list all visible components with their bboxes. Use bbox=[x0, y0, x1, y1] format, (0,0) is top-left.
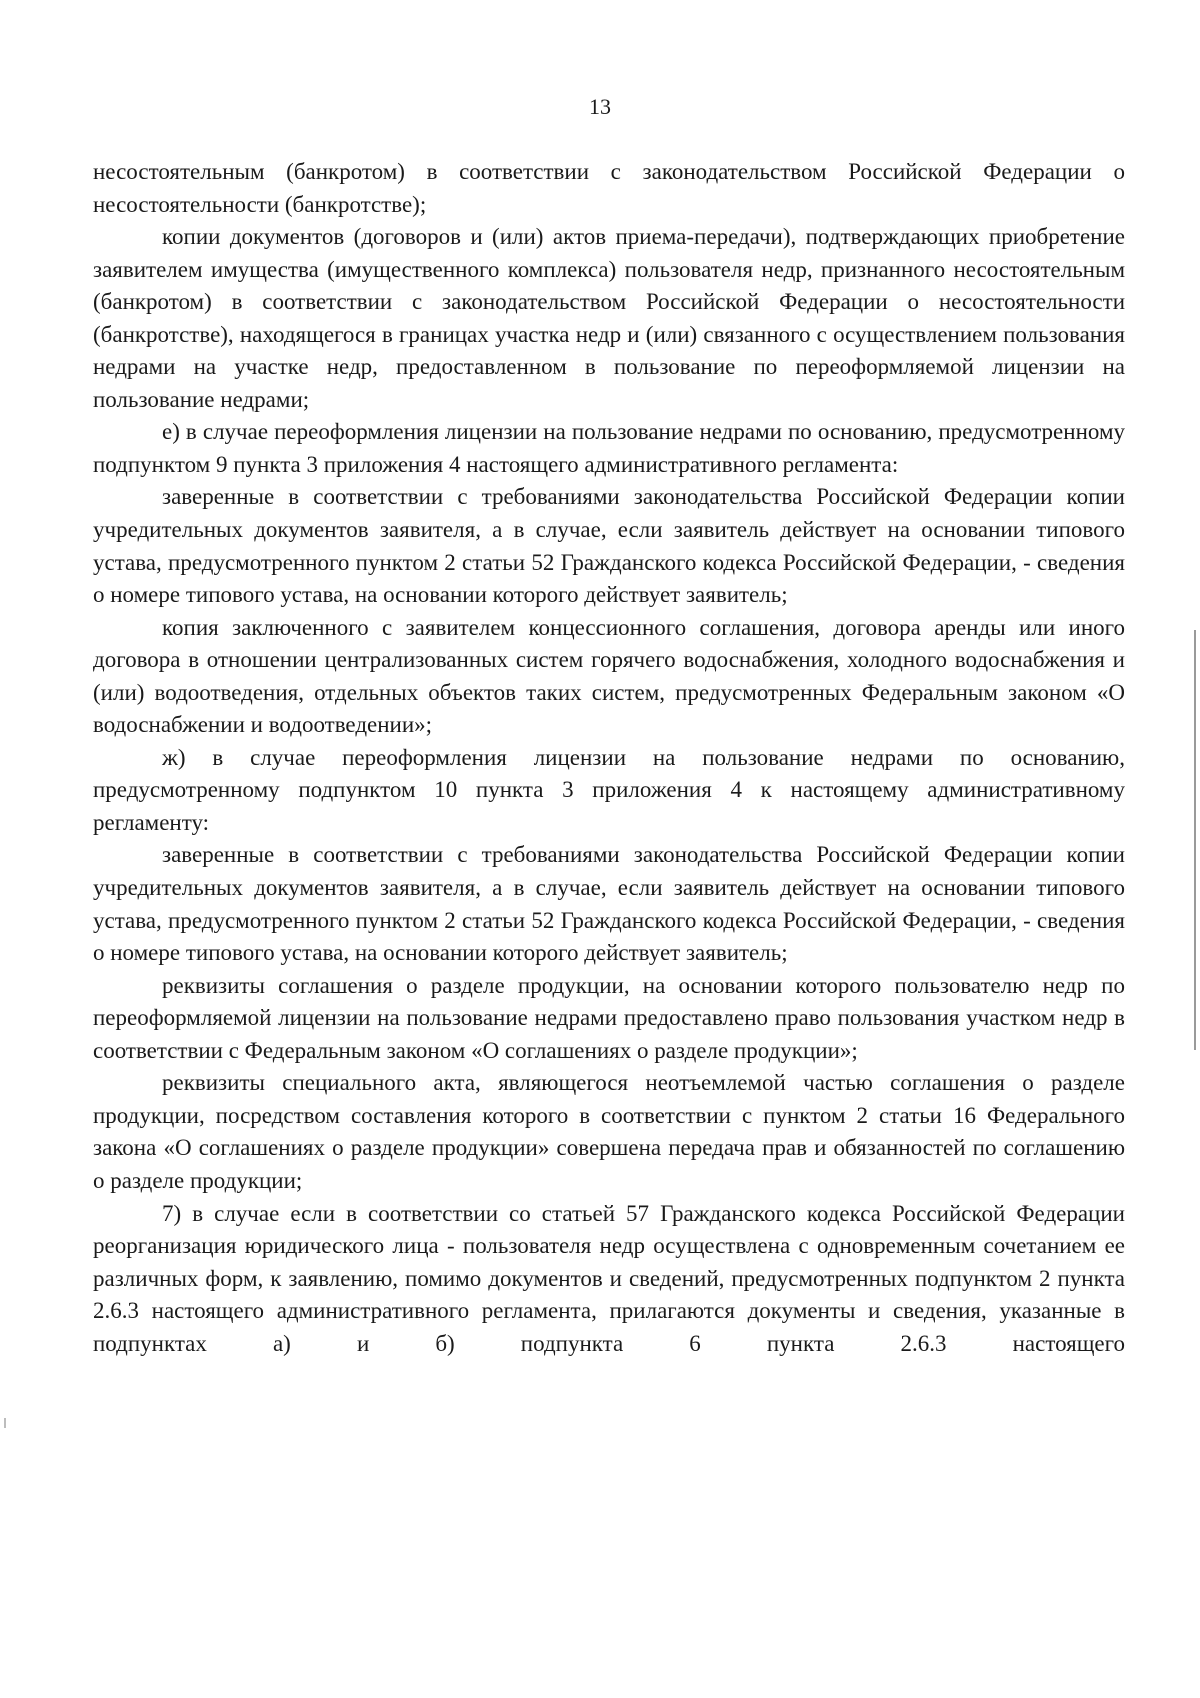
scan-edge-mark bbox=[1194, 630, 1196, 1050]
paragraph-concession-agreement: копия заключенного с заявителем концессионного соглашения, договора аренды или иного договора в отношении централизованных систем горячего водоснабжения, холодного водоснабжения и (или) водоотведения, отдельных объектов таких систем, предусмотренных Федеральным законом «О водоснабжении и водоотведении»; bbox=[93, 614, 1125, 738]
paragraph-item-e: е) в случае переоформления лицензии на пользование недрами по основанию, предусмотренному подпунктом 9 пункта 3 приложения 4 настоящего административного регламента: bbox=[93, 419, 1125, 477]
document-body bbox=[93, 156, 1125, 1360]
paragraph-item-7: 7) в случае если в соответствии со статьей 57 Гражданского кодекса Российской Федерации реорганизация юридического лица - пользователя недр осуществлена с одновременным сочетанием ее различных форм, к заявлению, помимо документов и сведений, предусмотренных подпунктом 2 пункта 2.6.3 настоящего административного регламента, прилагаются документы и сведения, указанные в подпунктах а) и б) подпункта 6 пункта 2.6.3 настоящего bbox=[93, 1200, 1125, 1356]
scan-edge-dot bbox=[4, 1418, 6, 1428]
paragraph-founding-documents-zh: заверенные в соответствии с требованиями законодательства Российской Федерации копии учредительных документов заявителя, а в случае, если заявитель действует на основании типового устава, предусмотренного пунктом 2 статьи 52 Гражданского кодекса Российской Федерации, - сведения о номере типового устава, на основании которого действует заявитель; bbox=[93, 842, 1125, 966]
paragraph-founding-documents-e: заверенные в соответствии с требованиями законодательства Российской Федерации копии учредительных документов заявителя, а в случае, если заявитель действует на основании типового устава, предусмотренного пунктом 2 статьи 52 Гражданского кодекса Российской Федерации, - сведения о номере типового устава, на основании которого действует заявитель; bbox=[93, 484, 1125, 608]
paragraph-continuation: несостоятельным (банкротом) в соответствии с законодательством Российской Федерации о несостоятельности (банкротстве); bbox=[93, 159, 1125, 217]
paragraph-transfer-documents: копии документов (договоров и (или) актов приема-передачи), подтверждающих приобретение заявителем имущества (имущественного комплекса) пользователя недр, признанного несостоятельным (банкротом) в соответствии с законодательством Российской Федерации о несостоятельности (банкротстве), находящегося в границах участка недр и (или) связанного с осуществлением пользования недрами на участке недр, предоставленном в пользование по переоформляемой лицензии на пользование недрами; bbox=[93, 224, 1125, 412]
page-number: 13 bbox=[589, 94, 611, 119]
paragraph-special-act-details: реквизиты специального акта, являющегося неотъемлемой частью соглашения о разделе продукции, посредством составления которого в соответствии с пунктом 2 статьи 16 Федерального закона «О соглашениях о разделе продукции» совершена передача прав и обязанностей по соглашению о разделе продукции; bbox=[93, 1070, 1125, 1193]
paragraph-item-zh: ж) в случае переоформления лицензии на пользование недрами по основанию, предусмотренному подпунктом 10 пункта 3 приложения 4 к настоящему административному регламенту: bbox=[93, 744, 1125, 835]
paragraph-psa-details: реквизиты соглашения о разделе продукции, на основании которого пользователю недр по переоформляемой лицензии на пользование недрами предоставлено право пользования участком недр в соответствии с Федеральным законом «О соглашениях о разделе продукции»; bbox=[93, 972, 1125, 1063]
